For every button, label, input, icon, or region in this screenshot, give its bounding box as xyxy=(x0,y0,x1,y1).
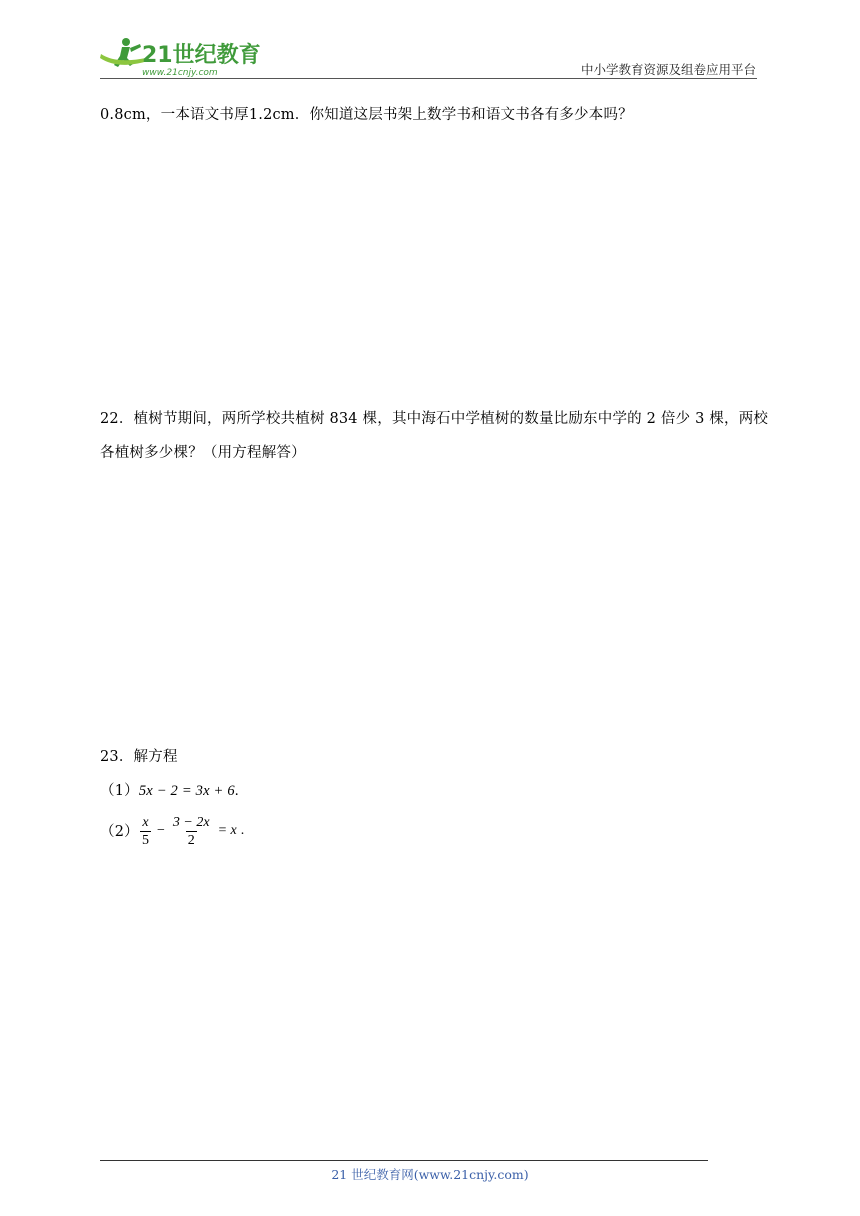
q22-line1: 22．植树节期间，两所学校共植树 834 棵，其中海石中学植树的数量比励东中学的 2 倍少 3 棵，两校 xyxy=(100,411,769,427)
footer-site-text: 21 世纪教育网(www.21cnjy.com) xyxy=(331,1167,529,1182)
q23-title: 23．解方程 xyxy=(100,749,178,765)
header-divider xyxy=(100,78,757,79)
q23-sub2-equation xyxy=(138,811,244,851)
q23-sub1-label: （1） xyxy=(100,783,139,799)
footer-divider xyxy=(100,1160,708,1161)
fraction-denominator: 5 xyxy=(142,832,149,848)
q23-sub1 xyxy=(100,781,239,801)
q23-sub1-equation: 5x − 2 = 3x + 6 xyxy=(138,783,235,799)
q23-sub2-label: （2） xyxy=(100,824,139,840)
equation-rhs: = x xyxy=(217,823,237,838)
logo-text: 21世纪教育 xyxy=(142,43,261,68)
equation-period: . xyxy=(240,823,245,838)
fraction-x-over-5 xyxy=(140,814,151,849)
q22-line2: 各植树多少棵？（用方程解答） xyxy=(100,445,306,461)
minus-sign: − xyxy=(157,823,165,838)
logo-url: www.21cnjy.com xyxy=(142,68,218,78)
fraction-denominator: 2 xyxy=(187,832,195,848)
q23-sub1-period: . xyxy=(234,783,239,799)
header-platform-text: 中小学教育资源及组卷应用平台 xyxy=(580,62,756,77)
fraction-numerator: x xyxy=(142,814,149,830)
q21-continuation: 0.8cm，一本语文书厚1.2cm．你知道这层书架上数学书和语文书各有多少本吗？ xyxy=(100,107,633,123)
site-logo xyxy=(96,34,266,78)
fraction-3-minus-2x-over-2 xyxy=(171,814,212,849)
fraction-numerator: 3 − 2x xyxy=(172,814,210,830)
